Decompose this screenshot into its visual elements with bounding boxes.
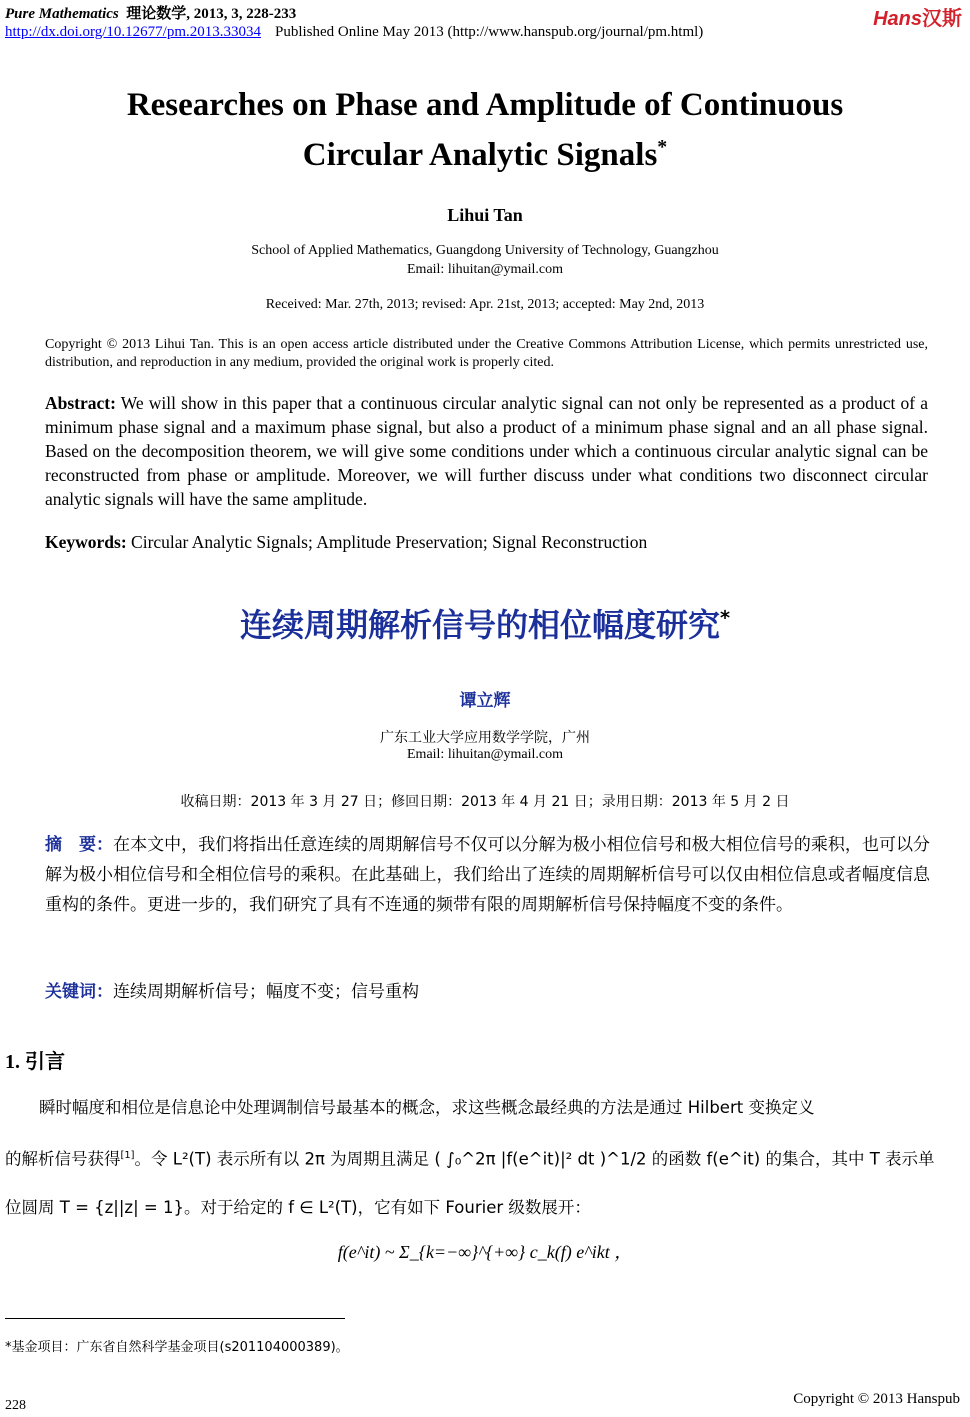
section-heading: 1. 引言 — [5, 1051, 65, 1073]
page-number: 228 — [5, 1398, 26, 1413]
footnote: *基金项目：广东省自然科学基金项目(s201104000389)。 — [5, 1340, 349, 1355]
journal-header: Pure Mathematics 理论数学, 2013, 3, 228-233 — [5, 6, 297, 22]
chinese-title: 连续周期解析信号的相位幅度研究* — [239, 606, 731, 644]
affiliation: School of Applied Mathematics, Guangdong University of Technology, Guangzhou — [251, 243, 719, 258]
hans-logo: Hans汉斯 — [873, 8, 962, 30]
email: Email: lihuitan@ymail.com — [407, 262, 563, 277]
copyright-notice: Copyright © 2013 Lihui Tan. This is an open access article distributed under the Creative Commons Attribution License, which permits unrestricted use, distribution, and reproduction in any medium, provided the original work is properly cited. — [45, 337, 928, 370]
keywords: Keywords: Circular Analytic Signals; Amplitude Preservation; Signal Reconstruction — [45, 532, 648, 552]
footnote-divider — [5, 1318, 345, 1319]
author: Lihui Tan — [447, 205, 523, 225]
chinese-keywords: 关键词：连续周期解析信号；幅度不变；信号重构 — [45, 982, 419, 1002]
chinese-affiliation: 广东工业大学应用数学学院，广州 — [380, 730, 590, 746]
received-dates: Received: Mar. 27th, 2013; revised: Apr. 21st, 2013; accepted: May 2nd, 2013 — [265, 297, 705, 312]
doi-line: http://dx.doi.org/10.12677/pm.2013.33034 Published Online May 2013 (http://www.hanspub.org/journal/pm.html) — [5, 24, 704, 40]
chinese-email: Email: lihuitan@ymail.com — [407, 747, 563, 762]
abstract: Abstract: We will show in this paper that a continuous circular analytic signal can not only be represented as a product of a minimum phase signal and a maximum phase signal, but also a product of a minimum phase signal and an all phase signal. Based on the decomposition theorem, we will give some conditions under which a continuous circular analytic signal can be reconstructed from phase or amplitude. Moreover, we will further discuss under what conditions two disconnect circular analytic signals will have the same amplitude. — [45, 393, 928, 509]
fourier-series-formula: f(e^it) ~ Σ_{k=−∞}^{+∞} c_k(f) e^ikt ， — [337, 1242, 633, 1262]
paper-title: Researches on Phase and Amplitude of Continuous Circular Analytic Signals* — [126, 87, 844, 173]
chinese-dates: 收稿日期：2013 年 3 月 27 日；修回日期：2013 年 4 月 21 日；录用日期：2013 年 5 月 2 日 — [180, 794, 790, 810]
intro-paragraph: 瞬时幅度和相位是信息论中处理调制信号最基本的概念，求这些概念最经典的方法是通过 Hilbert 变换定义 的解析信号获得[1]。令 L²(T) 表示所有以 2π 为周期且满足 ( ∫₀^2π |f(e^it)|² dt )^1/2 的函数 f(e^it) 的集合，其中 T 表示单 位圆周 T = {z||z| = 1}。对于给定的 f ∈ L²(T)，它有如下 Fourier 级数展开： — [5, 1098, 935, 1217]
doi-link[interactable]: http://dx.doi.org/10.12677/pm.2013.33034 — [5, 24, 261, 40]
footer-copyright: Copyright © 2013 Hanspub — [793, 1391, 960, 1407]
chinese-abstract: 摘 要：在本文中，我们将指出任意连续的周期解信号不仅可以分解为极小相位信号和极大相位信号的乘积，也可以分解为极小相位信号和全相位信号的乘积。在此基础上，我们给出了连续的周期解析信号可以仅由相位信息或者幅度信息重构的条件。更进一步的，我们研究了具有不连通的频带有限的周期解析信号保持幅度不变的条件。 — [45, 835, 931, 915]
chinese-author: 谭立辉 — [459, 691, 511, 711]
